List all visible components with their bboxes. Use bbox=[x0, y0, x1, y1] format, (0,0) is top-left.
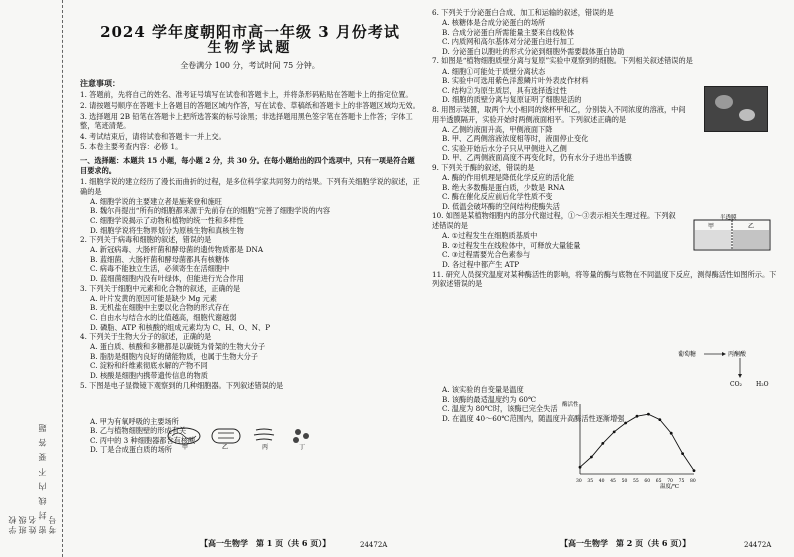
option-c: C. 自由水与结合水的比值越高，细胞代谢越弱 bbox=[90, 312, 237, 322]
name-label: 姓名 bbox=[28, 514, 37, 534]
data-point bbox=[693, 469, 696, 472]
x-tick-label: 35 bbox=[587, 479, 594, 484]
option-d: D. 蓝细菌细胞内没有叶绿体，但能进行光合作用 bbox=[90, 274, 244, 284]
school-label: 学校 bbox=[8, 514, 17, 534]
notice-2: 2. 请按题号顺序在答题卡上各题目的答题区域内作答，写在试卷、草稿纸和答题卡上的非答题区域均无效。 bbox=[80, 100, 420, 110]
x-tick-label: 80 bbox=[690, 479, 696, 484]
question-6 bbox=[432, 8, 780, 56]
option-c: C. 结构②为原生质层，具有选择透过性 bbox=[442, 85, 567, 95]
option-c: C. ③过程需要光合色素参与 bbox=[442, 250, 531, 260]
organelle-label-ding: 丁 bbox=[299, 444, 306, 450]
option-c: C. 酶在催化反应前后化学性质不变 bbox=[442, 192, 553, 202]
paper-code-left: 24472A bbox=[360, 541, 388, 549]
option-a: A. ①过程发生在细胞质基质中 bbox=[442, 231, 538, 241]
option-c: C. 细胞学说揭示了动物和植物的统一性和多样性 bbox=[90, 216, 244, 225]
x-tick-label: 45 bbox=[610, 479, 616, 484]
question-stem: 9. 下列关于酶的叙述，错误的是 bbox=[432, 163, 535, 172]
organelle-figure bbox=[164, 426, 324, 450]
option-c: C. 实验开始后水分子只从甲侧进入乙侧 bbox=[442, 143, 567, 153]
x-tick-label: 70 bbox=[667, 479, 673, 484]
organelle-label-jia: 甲 bbox=[182, 444, 189, 450]
question-stem: 1. 细胞学说的建立经历了漫长而曲折的过程，是多位科学家共同努力的结果。下列有关细胞学说的叙述，正确的是 bbox=[80, 177, 420, 196]
data-point bbox=[658, 418, 661, 421]
left-column bbox=[80, 8, 420, 455]
option-a: A. 酶的作用机理是降低化学反应的活化能 bbox=[442, 173, 574, 183]
question-stem: 11. 研究人员探究温度对某种酶活性的影响，将等量的酶与底物在不同温度下反应，测得酶活性如图所示。下列叙述错误的是 bbox=[432, 269, 777, 289]
option-a: A. 细胞学说的主要建立者是施莱登和施旺 bbox=[90, 196, 222, 206]
option-c: C. 温度为 80℃时，该酶已完全失活 bbox=[442, 404, 558, 414]
path-label-glucose: 葡萄糖 bbox=[678, 351, 697, 358]
option-b: B. 魏尔肖提出“所有的细胞都来源于先前存在的细胞”完善了细胞学说的内容 bbox=[90, 206, 331, 216]
option-b: B. 乙与植物细胞壁的形成有关 bbox=[90, 426, 187, 436]
question-stem: 7. 如图是“植物细胞质壁分离与复原”实验中观察到的细胞。下列相关叙述错误的是 bbox=[432, 56, 693, 66]
paper-code-right: 24472A bbox=[744, 541, 772, 549]
option-c: C. 丙中的 3 种细胞器都含有核酸 bbox=[90, 435, 196, 445]
tank-label-jia: 甲 bbox=[708, 223, 715, 230]
x-tick-label: 60 bbox=[644, 479, 651, 484]
x-tick-label: 55 bbox=[633, 479, 639, 484]
binding-margin bbox=[0, 0, 63, 557]
question-9 bbox=[432, 163, 780, 211]
exam-meta: 全卷满分 100 分，考试时间 75 分钟。 bbox=[180, 61, 320, 71]
metabolism-pathway-figure bbox=[678, 346, 776, 390]
option-d: D. 各过程中都产生 ATP bbox=[442, 259, 520, 269]
organelle-label-yi: 乙 bbox=[222, 444, 229, 450]
option-c: C. 病毒不能独立生活，必须寄生在活细胞中 bbox=[90, 264, 230, 274]
data-point bbox=[670, 432, 673, 435]
exam-title: 2024 学年度朝阳市高一年级 3 月份考试 bbox=[100, 23, 400, 41]
data-point bbox=[647, 413, 650, 416]
question-stem: 5. 下图是电子显微镜下观察到的几种细胞器。下列叙述错误的是 bbox=[80, 380, 284, 390]
question-stem: 10. 如图是某植物细胞内的部分代谢过程，①～③表示相关生理过程。下列叙述错误的是 bbox=[432, 211, 676, 231]
option-b: B. 脂肪是细胞内良好的储能物质，也属于生物大分子 bbox=[90, 351, 258, 361]
enzyme-activity-chart bbox=[560, 398, 700, 490]
data-point bbox=[590, 456, 593, 459]
data-point bbox=[601, 442, 604, 445]
option-c: C. 内质网和高尔基体对分泌蛋白进行加工 bbox=[442, 37, 575, 47]
data-point bbox=[681, 452, 684, 455]
question-stem: 8. 用图示装置，取两个大小相同的烧杯甲和乙，分别装入不同浓度的溶液，中间用半透膜隔开，实验开始时两侧液面相平。下列叙述正确的是 bbox=[432, 104, 686, 124]
option-d: D. 核酸是细胞内携带遗传信息的物质 bbox=[90, 371, 208, 380]
question-stem: 2. 下列关于病毒和细胞的叙述，错误的是 bbox=[80, 235, 212, 245]
question-3 bbox=[80, 284, 420, 332]
osmosis-tank-figure bbox=[690, 214, 774, 254]
chart-marks bbox=[576, 413, 696, 484]
x-tick-label: 75 bbox=[678, 479, 685, 484]
notice-3: 3. 选择题用 2B 铅笔在答题卡上把所选答案的标号涂黑；非选择题用黑色签字笔在答题卡上作答；字体工整，笔迹清楚。 bbox=[80, 111, 413, 131]
option-d: D. 在温度 40～60℃范围内，随温度升高酶活性逐渐增强 bbox=[442, 414, 625, 423]
option-d: D. 低温会破坏酶的空间结构使酶失活 bbox=[442, 201, 560, 211]
notice-5: 5. 本卷主要考查内容：必修 1。 bbox=[80, 142, 183, 152]
option-a: A. 甲为有氧呼吸的主要场所 bbox=[90, 416, 179, 426]
question-stem: 6. 下列关于分泌蛋白合成、加工和运输的叙述，错误的是 bbox=[432, 8, 614, 17]
path-label-pyruvate: 丙酮酸 bbox=[728, 351, 747, 358]
option-d: D. 细胞学说将生物界划分为原核生物和真核生物 bbox=[90, 225, 244, 235]
question-2 bbox=[80, 235, 420, 283]
footer-right: 【高一生物学 第 2 页（共 6 页）】 bbox=[560, 538, 691, 548]
footer-left: 【高一生物学 第 1 页（共 6 页）】 bbox=[200, 538, 331, 548]
section-title: 一、选择题：本题共 15 小题，每小题 2 分，共 30 分。在每小题给出的四个选项中，只有一项是符合题目要求的。 bbox=[80, 155, 415, 175]
data-point bbox=[636, 415, 639, 418]
notice-1: 1. 答题前，先将自己的姓名、准考证号填写在试卷和答题卡上，并将条形码粘贴在答题卡上的指定位置。 bbox=[80, 90, 413, 100]
exam-no-label: 考号 bbox=[48, 514, 57, 534]
binding-fields bbox=[8, 20, 57, 540]
option-b: B. 合成分泌蛋白所需能量主要来自线粒体 bbox=[442, 27, 575, 37]
option-a: A. 该实验的自变量是温度 bbox=[442, 385, 524, 395]
option-a: A. 核糖体是合成分泌蛋白的场所 bbox=[442, 18, 546, 28]
x-tick-label: 50 bbox=[621, 479, 628, 484]
notice-4: 4. 考试结束后，请将试卷和答题卡一并上交。 bbox=[80, 131, 226, 141]
option-b: B. 实验中可选用紫色洋葱鳞片叶外表皮作材料 bbox=[442, 76, 589, 86]
series-line bbox=[580, 414, 694, 470]
x-axis-label: 温度/℃ bbox=[660, 484, 680, 490]
option-a: A. 细胞①可能处于质壁分离状态 bbox=[442, 66, 546, 76]
path-label-co2: CO₂ bbox=[730, 381, 742, 388]
question-stem: 3. 下列关于细胞中元素和化合物的叙述，正确的是 bbox=[80, 283, 241, 293]
option-b: B. 绝大多数酶是蛋白质，少数是 RNA bbox=[442, 182, 565, 192]
option-b: B. 蓝细菌、大肠杆菌和酵母菌都具有核糖体 bbox=[90, 254, 230, 264]
subject-title: 生物学试题 bbox=[207, 39, 293, 56]
class-label: 班级 bbox=[18, 514, 27, 534]
tank-label-membrane: 半透膜 bbox=[720, 215, 737, 221]
data-point bbox=[613, 430, 616, 433]
question-8 bbox=[432, 105, 688, 163]
option-b: B. 甲、乙两侧溶液浓度相等时，液面停止变化 bbox=[442, 134, 589, 144]
x-tick-label: 40 bbox=[598, 479, 605, 484]
option-a: A. 乙侧的液面升高，甲侧液面下降 bbox=[442, 124, 553, 134]
option-d: D. 丁是合成蛋白质的场所 bbox=[90, 445, 172, 455]
data-point bbox=[624, 422, 627, 425]
option-a: A. 新冠病毒、大肠杆菌和酵母菌的遗传物质都是 DNA bbox=[90, 245, 264, 255]
option-d: D. 磷脂、ATP 和核酸的组成元素均为 C、H、O、N、P bbox=[90, 322, 271, 332]
option-b: B. ②过程发生在线粒体中，可释放大量能量 bbox=[442, 240, 581, 250]
y-axis-label: 酶活性 bbox=[562, 402, 579, 408]
path-label-h2o: H₂O bbox=[756, 381, 769, 388]
question-7 bbox=[432, 56, 700, 104]
x-tick-label: 30 bbox=[576, 479, 582, 484]
tank-label-yi: 乙 bbox=[748, 223, 755, 230]
micrograph-figure bbox=[704, 86, 768, 132]
data-point bbox=[579, 466, 582, 469]
question-stem: 4. 下列关于生物大分子的叙述，正确的是 bbox=[80, 332, 212, 342]
organelle-label-bing: 丙 bbox=[262, 444, 269, 450]
notice-title: 注意事项： bbox=[80, 77, 120, 88]
option-c: C. 淀粉和纤维素彻底水解的产物不同 bbox=[90, 361, 208, 371]
organelle-figure-space bbox=[80, 391, 420, 417]
question-4 bbox=[80, 332, 420, 380]
option-d: D. 细胞的质壁分离与复原证明了细胞是活的 bbox=[442, 95, 582, 105]
question-1 bbox=[80, 177, 420, 235]
question-10 bbox=[432, 211, 676, 269]
option-b: B. 该酶的最适温度约为 60℃ bbox=[442, 394, 537, 404]
seal-text: 密 封 线 内 不 要 答 题 bbox=[38, 422, 47, 534]
x-tick-label: 65 bbox=[655, 479, 662, 484]
option-a: A. 蛋白质、核酸和多糖都是以碳链为骨架的生物大分子 bbox=[90, 342, 266, 352]
option-b: B. 无机盐在细胞中主要以化合物的形式存在 bbox=[90, 303, 230, 313]
option-d: D. 甲、乙两侧液面高度不再变化时，仍有水分子进出半透膜 bbox=[442, 153, 632, 163]
option-a: A. 叶片发黄的原因可能是缺少 Mg 元素 bbox=[90, 293, 217, 303]
option-d: D. 分泌蛋白以胞吐的形式分泌到细胞外需要载体蛋白协助 bbox=[442, 46, 625, 56]
